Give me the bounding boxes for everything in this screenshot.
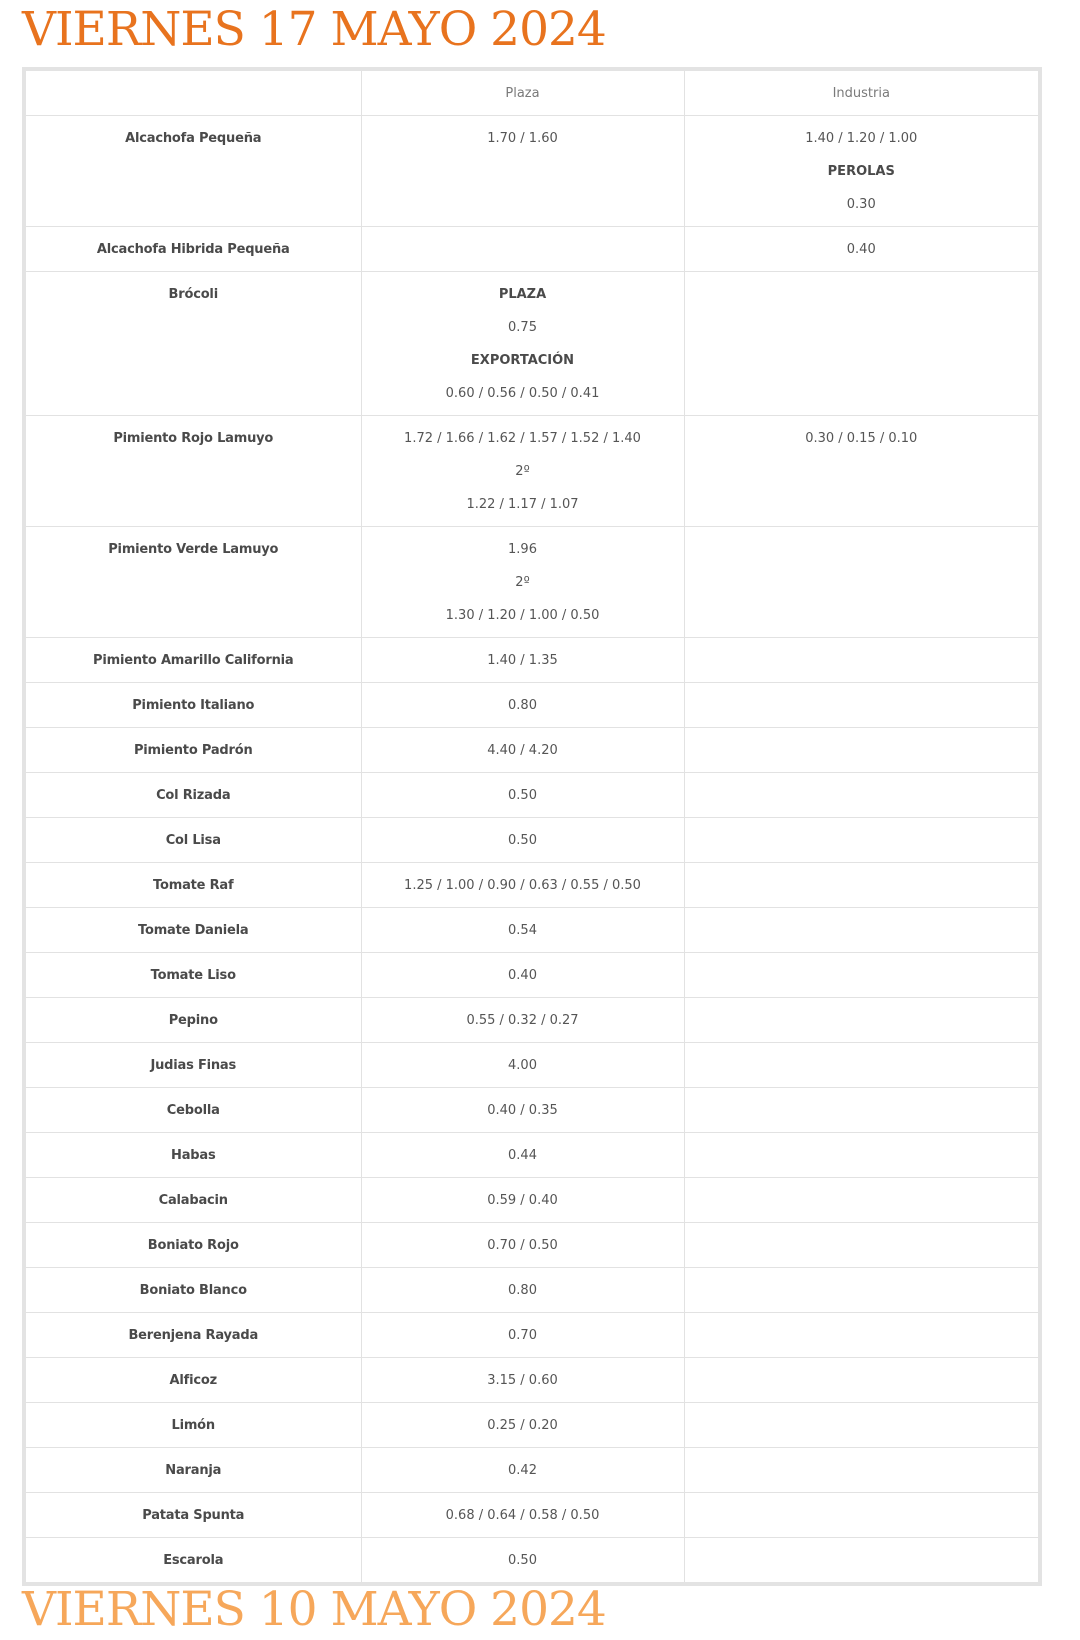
industria-prices (684, 1178, 1038, 1223)
industria-prices (684, 953, 1038, 998)
plaza-prices (361, 818, 684, 863)
plaza-price-line: 0.50 (508, 788, 537, 803)
plaza-prices (361, 1043, 684, 1088)
plaza-price-line: 1.22 / 1.17 / 1.07 (466, 497, 579, 512)
table-row (26, 1358, 1038, 1403)
plaza-prices (361, 728, 684, 773)
plaza-price-line: 0.60 / 0.56 / 0.50 / 0.41 (445, 386, 600, 401)
plaza-price-line: 4.40 / 4.20 (487, 743, 558, 758)
plaza-price-line: 0.70 / 0.50 (487, 1238, 558, 1253)
plaza-price-line: 2º (515, 575, 530, 590)
next-section-title: VIERNES 10 MAYO 2024 (22, 1582, 606, 1637)
industria-price-line: 0.40 (846, 242, 876, 257)
product-name: Tomate Raf (26, 863, 361, 908)
plaza-prices (361, 683, 684, 728)
plaza-price-line: 1.96 (508, 542, 537, 557)
product-name: Patata Spunta (26, 1493, 361, 1538)
plaza-price-line: 1.30 / 1.20 / 1.00 / 0.50 (445, 608, 600, 623)
industria-prices (684, 227, 1038, 272)
plaza-price-line: 0.54 (508, 923, 537, 938)
plaza-price-line: 0.59 / 0.40 (487, 1193, 558, 1208)
plaza-prices (361, 1358, 684, 1403)
price-table (26, 71, 1038, 1582)
industria-price-line: 0.30 (846, 197, 876, 212)
industria-prices (684, 1448, 1038, 1493)
plaza-price-line: 0.25 / 0.20 (487, 1418, 558, 1433)
plaza-prices (361, 1133, 684, 1178)
table-row (26, 416, 1038, 527)
product-name: Alcachofa Hibrida Pequeña (26, 227, 361, 272)
table-row (26, 1448, 1038, 1493)
industria-price-line: PEROLAS (827, 164, 895, 179)
plaza-prices (361, 116, 684, 227)
plaza-price-line: 0.55 / 0.32 / 0.27 (466, 1013, 579, 1028)
plaza-prices (361, 1448, 684, 1493)
industria-prices (684, 416, 1038, 527)
product-name: Pimiento Amarillo California (26, 638, 361, 683)
industria-prices (684, 1133, 1038, 1178)
plaza-price-line: 0.70 (508, 1328, 537, 1343)
header-plaza: Plaza (361, 71, 684, 116)
table-row (26, 1223, 1038, 1268)
plaza-price-line: 1.40 / 1.35 (487, 653, 558, 668)
product-name: Habas (26, 1133, 361, 1178)
industria-prices (684, 527, 1038, 638)
plaza-price-line: 1.25 / 1.00 / 0.90 / 0.63 / 0.55 / 0.50 (404, 878, 641, 893)
plaza-prices (361, 527, 684, 638)
industria-prices (684, 116, 1038, 227)
plaza-price-line: 3.15 / 0.60 (487, 1373, 558, 1388)
plaza-price-line: 1.70 / 1.60 (487, 131, 558, 146)
product-name: Calabacin (26, 1178, 361, 1223)
industria-prices (684, 1268, 1038, 1313)
header-product (26, 71, 361, 116)
plaza-prices (361, 1223, 684, 1268)
table-row (26, 683, 1038, 728)
plaza-price-line: 0.75 (508, 320, 537, 335)
industria-prices (684, 728, 1038, 773)
plaza-prices (361, 1178, 684, 1223)
plaza-prices (361, 1268, 684, 1313)
product-name: Alficoz (26, 1358, 361, 1403)
industria-prices (684, 1043, 1038, 1088)
product-name: Col Rizada (26, 773, 361, 818)
plaza-price-line: 0.40 / 0.35 (487, 1103, 558, 1118)
industria-prices (684, 773, 1038, 818)
product-name: Brócoli (26, 272, 361, 416)
plaza-price-line: 0.42 (508, 1463, 537, 1478)
industria-prices (684, 998, 1038, 1043)
product-name: Pimiento Padrón (26, 728, 361, 773)
plaza-prices (361, 863, 684, 908)
header-industria: Industria (684, 71, 1038, 116)
table-row (26, 998, 1038, 1043)
table-row (26, 953, 1038, 998)
product-name: Naranja (26, 1448, 361, 1493)
table-row (26, 1088, 1038, 1133)
industria-prices (684, 818, 1038, 863)
product-name: Cebolla (26, 1088, 361, 1133)
plaza-prices (361, 908, 684, 953)
table-row (26, 116, 1038, 227)
product-name: Escarola (26, 1538, 361, 1583)
product-name: Boniato Blanco (26, 1268, 361, 1313)
plaza-prices (361, 1403, 684, 1448)
plaza-prices (361, 1313, 684, 1358)
table-row (26, 1538, 1038, 1583)
price-table-body (26, 71, 1038, 1582)
plaza-prices (361, 953, 684, 998)
industria-prices (684, 638, 1038, 683)
page-title: VIERNES 17 MAYO 2024 (22, 2, 606, 57)
plaza-prices (361, 773, 684, 818)
plaza-prices (361, 416, 684, 527)
plaza-prices (361, 998, 684, 1043)
table-row (26, 227, 1038, 272)
table-row (26, 728, 1038, 773)
industria-price-line: 1.40 / 1.20 / 1.00 (805, 131, 918, 146)
plaza-price-line: EXPORTACIÓN (470, 353, 575, 368)
product-name: Tomate Liso (26, 953, 361, 998)
product-name: Pepino (26, 998, 361, 1043)
plaza-prices (361, 272, 684, 416)
plaza-price-line: 0.50 (508, 1553, 537, 1568)
plaza-price-line: 4.00 (508, 1058, 537, 1073)
industria-prices (684, 1223, 1038, 1268)
table-row (26, 1268, 1038, 1313)
product-name: Boniato Rojo (26, 1223, 361, 1268)
plaza-prices (361, 1088, 684, 1133)
plaza-price-line: 0.80 (508, 1283, 537, 1298)
industria-prices (684, 683, 1038, 728)
table-row (26, 818, 1038, 863)
table-row (26, 1178, 1038, 1223)
table-row (26, 1313, 1038, 1358)
product-name: Pimiento Verde Lamuyo (26, 527, 361, 638)
industria-prices (684, 1358, 1038, 1403)
product-name: Judias Finas (26, 1043, 361, 1088)
plaza-price-line: 0.40 (508, 968, 537, 983)
table-row (26, 1133, 1038, 1178)
industria-prices (684, 1493, 1038, 1538)
plaza-price-line: 2º (515, 464, 530, 479)
plaza-price-line: 0.80 (508, 698, 537, 713)
table-row (26, 638, 1038, 683)
industria-prices (684, 1088, 1038, 1133)
industria-prices (684, 1313, 1038, 1358)
industria-prices (684, 1538, 1038, 1583)
product-name: Berenjena Rayada (26, 1313, 361, 1358)
table-row (26, 1403, 1038, 1448)
industria-prices (684, 863, 1038, 908)
plaza-price-line: 0.44 (508, 1148, 537, 1163)
plaza-price-line: 1.72 / 1.66 / 1.62 / 1.57 / 1.52 / 1.40 (404, 431, 641, 446)
table-row (26, 272, 1038, 416)
industria-prices (684, 272, 1038, 416)
product-name: Pimiento Rojo Lamuyo (26, 416, 361, 527)
table-row (26, 1493, 1038, 1538)
table-row (26, 527, 1038, 638)
plaza-price-line: 0.68 / 0.64 / 0.58 / 0.50 (445, 1508, 600, 1523)
industria-prices (684, 1403, 1038, 1448)
table-row (26, 908, 1038, 953)
plaza-prices (361, 1538, 684, 1583)
product-name: Alcachofa Pequeña (26, 116, 361, 227)
table-row (26, 773, 1038, 818)
plaza-prices (361, 1493, 684, 1538)
table-row (26, 863, 1038, 908)
product-name: Pimiento Italiano (26, 683, 361, 728)
industria-price-line: 0.30 / 0.15 / 0.10 (805, 431, 918, 446)
plaza-prices (361, 227, 684, 272)
table-row (26, 1043, 1038, 1088)
plaza-price-line: 0.50 (508, 833, 537, 848)
product-name: Tomate Daniela (26, 908, 361, 953)
industria-prices (684, 908, 1038, 953)
plaza-prices (361, 638, 684, 683)
table-header-row (26, 71, 1038, 116)
product-name: Col Lisa (26, 818, 361, 863)
price-table-container (22, 67, 1042, 1586)
plaza-price-line: PLAZA (498, 287, 547, 302)
product-name: Limón (26, 1403, 361, 1448)
